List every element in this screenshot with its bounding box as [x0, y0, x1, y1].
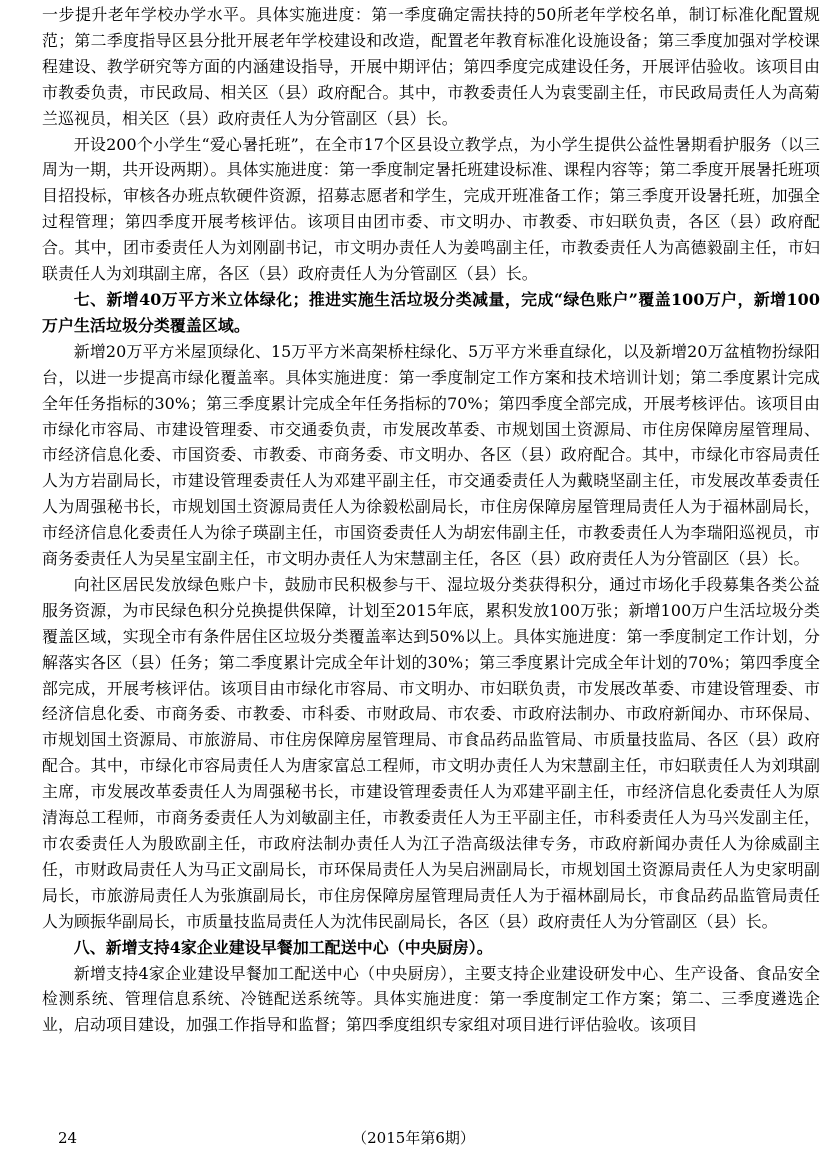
section-heading-7: 七、新增40万平方米立体绿化；推进实施生活垃圾分类减量，完成“绿色账户”覆盖100万户，新增100万户生活垃圾分类覆盖区域。: [42, 289, 820, 335]
paragraph-green-account: 向社区居民发放绿色账户卡，鼓励市民积极参与干、湿垃圾分类获得积分，通过市场化手段募集各类公益服务资源，为市民绿色积分兑换提供保障，计划至2015年底，累积发放100万张；新增100万户生活垃圾分类覆盖区域，实现全市有条件居住区垃圾分类覆盖率达到50%以上。具体实施进度：第一季度制定工作计划，分解落实各区（县）任务；第二季度累计完成全年计划的30%；第三季度累计完成全年计划的70%；第四季度全部完成，开展考核评估。该项目由市绿化市容局、市文明办、市妇联负责，市发展改革委、市建设管理委、市经济信息化委、市商务委、市教委、市科委、市财政局、市农委、市政府法制办、市政府新闻办、市环保局、市规划国土资源局、市旅游局、市住房保障房屋管理局、市食品药品监管局、市质量技监局、各区（县）政府配合。其中，市绿化市容局责任人为唐家富总工程师，市文明办责任人为宋慧副主任，市妇联责任人为刘琪副主席，市发展改革委责任人为周强秘书长，市建设管理委责任人为邓建平副主任，市经济信息化委责任人为原清海总工程师，市商务委责任人为刘敏副主任，市教委责任人为王平副主任，市科委责任人为马兴发副主任，市农委责任人为殷欧副主任，市政府法制办责任人为江子浩高级法律专务，市政府新闻办责任人为徐威副主任，市财政局责任人为马正文副局长，市环保局责任人为吴启洲副局长，市规划国土资源局责任人为史家明副局长，市旅游局责任人为张旗副局长，市住房保障房屋管理局责任人为于福林副局长，市食品药品监管局责任人为顾振华副局长，市质量技监局责任人为沈伟民副局长，各区（县）政府责任人为分管副区（县）长。: [42, 574, 820, 931]
paragraph-central-kitchen: 新增支持4家企业建设早餐加工配送中心（中央厨房），主要支持企业建设研发中心、生产设备、食品安全检测系统、管理信息系统、冷链配送系统等。具体实施进度：第一季度制定工作方案；第二、三季度遴选企业，启动项目建设，加强工作指导和监督；第四季度组织专家组对项目进行评估验收。该项目: [42, 963, 820, 1035]
page-footer: [0, 1126, 827, 1150]
section-heading-8: 八、新增支持4家企业建设早餐加工配送中心（中央厨房）。: [73, 937, 493, 957]
paragraph-summer-care-class: 开设200个小学生“爱心暑托班”，在全市17个区县设立教学点，为小学生提供公益性暑期看护服务（以三周为一期，共开设两期）。具体实施进度：第一季度制定暑托班建设标准、课程内容等；第二季度开展暑托班项目招投标，审核各办班点软硬件资源，招募志愿者和学生，完成开班准备工作；第三季度开设暑托班，加强全过程管理；第四季度开展考核评估。该项目由团市委、市文明办、市教委、市妇联负责，各区（县）政府配合。其中，团市委责任人为刘刚副书记，市文明办责任人为姜鸣副主任，市教委责任人为高德毅副主任，市妇联责任人为刘琪副主席，各区（县）政府责任人为分管副区（县）长。: [42, 134, 820, 284]
paragraph-greening: 新增20万平方米屋顶绿化、15万平方米高架桥柱绿化、5万平方米垂直绿化，以及新增20万盆植物扮绿阳台，以进一步提高市绿化覆盖率。具体实施进度：第一季度制定工作方案和技术培训计划；第二季度累计完成全年任务指标的30%；第三季度累计完成全年任务指标的70%；第四季度全部完成，开展考核评估。该项目由市绿化市容局、市建设管理委、市交通委负责，市发展改革委、市规划国土资源局、市住房保障房屋管理局、市经济信息化委、市国资委、市教委、市商务委、市文明办、各区（县）政府配合。其中，市绿化市容局责任人为方岩副局长，市建设管理委责任人为邓建平副主任，市交通委责任人为戴晓坚副主任，市发展改革委责任人为周强秘书长，市规划国土资源局责任人为徐毅松副局长，市住房保障房屋管理局责任人为于福林副局长，市经济信息化委责任人为徐子瑛副主任，市国资委责任人为胡宏伟副主任，市教委责任人为李瑞阳巡视员，市商务委责任人为吴星宝副主任，市文明办责任人为宋慧副主任，各区（县）政府责任人为分管副区（县）长。: [42, 341, 820, 569]
paragraph-elderly-school-continued: 一步提升老年学校办学水平。具体实施进度：第一季度确定需扶持的50所老年学校名单，制订标准化配置规范；第二季度指导区县分批开展老年学校建设和改造，配置老年教育标准化设施设备；第三季度加强对学校课程建设、教学研究等方面的内涵建设指导，开展中期评估；第四季度完成建设任务，开展评估验收。该项目由市教委负责，市民政局、相关区（县）政府配合。其中，市教委责任人为袁雯副主任，市民政局责任人为高菊兰巡视员，相关区（县）政府责任人为分管副区（县）长。: [42, 5, 820, 128]
issue-label: （2015年第6期）: [352, 1129, 475, 1147]
document-page: [42, 2, 820, 1122]
page-number: 24: [58, 1129, 78, 1147]
